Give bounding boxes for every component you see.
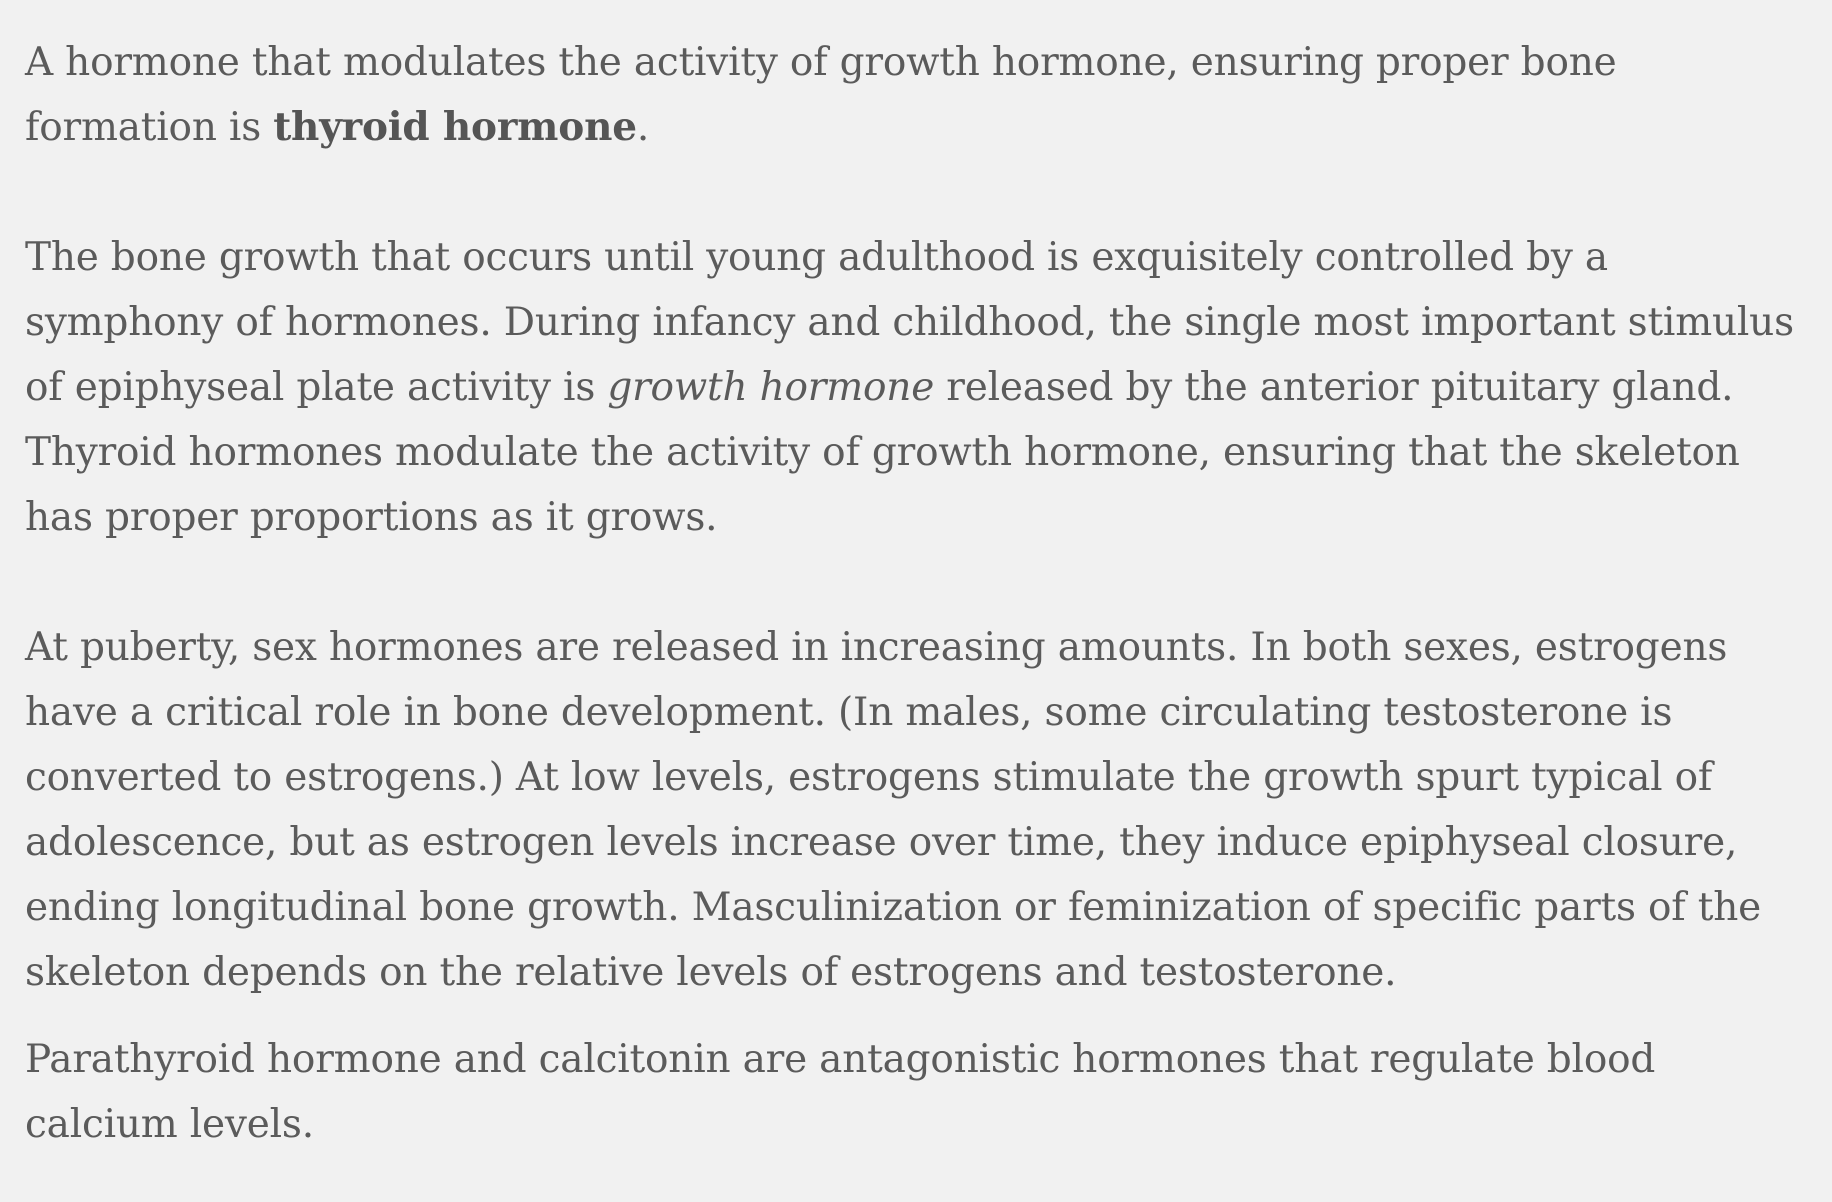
answer-paragraph: [25, 30, 1815, 160]
calcium-paragraph: Parathyroid hormone and calcitonin are antagonistic hormones that regulate blood calcium levels.: [25, 1037, 1656, 1147]
answer-text-after: .: [636, 105, 650, 150]
answer-text-before: A hormone that modulates the activity of growth hormone, ensuring proper bone formation is: [25, 40, 1617, 150]
growth-paragraph: [25, 225, 1815, 550]
growth-text-before: The bone growth that occurs until young adulthood is exquisitely controlled by a symphony of hormones. During infancy and childhood, the single most important stimulus of epiphyseal plate activity is: [25, 235, 1794, 410]
article-content: [25, 30, 1815, 1157]
puberty-paragraph: At puberty, sex hormones are released in increasing amounts. In both sexes, estrogens have a critical role in bone development. (In males, some circulating testosterone is converted to estrogens.) At low levels, estrogens stimulate the growth spurt typical of adolescence, but as estrogen levels increase over time, they induce epiphyseal closure, ending longitudinal bone growth. Masculinization or feminization of specific parts of the skeleton depends on the relative levels of estrogens and testosterone.: [25, 625, 1762, 995]
growth-text-after: released by the anterior pituitary gland. Thyroid hormones modulate the activity of growth hormone, ensuring that the skeleton has proper proportions as it grows.: [25, 365, 1740, 540]
answer-term: thyroid hormone: [273, 104, 637, 150]
growth-emphasis: growth hormone: [607, 365, 935, 410]
